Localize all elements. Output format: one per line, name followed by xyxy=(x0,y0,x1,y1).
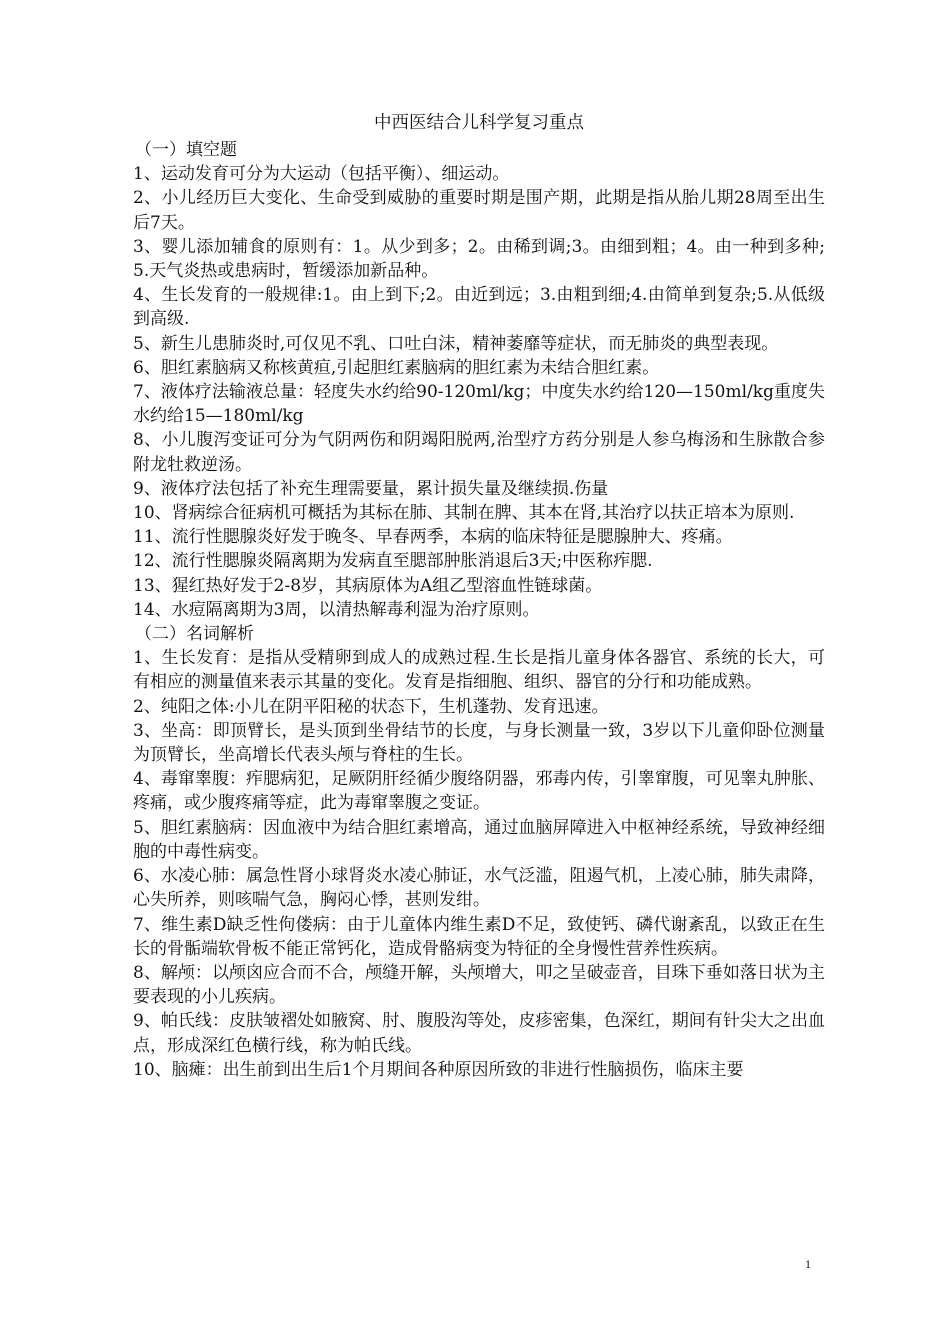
section-term-definitions xyxy=(133,622,825,1082)
document-title: 中西医结合儿科学复习重点 xyxy=(374,113,584,133)
list-item: 8、解颅：以颅囟应合而不合，颅缝开解，头颅增大，叩之呈破壶音，目珠下垂如落日状为主要表现的小儿疾病。 xyxy=(133,962,825,1008)
list-item: 2、小儿经历巨大变化、生命受到威胁的重要时期是围产期，此期是指从胎儿期28周至出生后7天。 xyxy=(133,188,825,233)
list-item: 1、生长发育：是指从受精卵到成人的成熟过程.生长是指儿童身体各器官、系统的长大，可有相应的测量值来表示其量的变化。发育是指细胞、组织、器官的分行和功能成熟。 xyxy=(133,648,825,693)
list-item: 9、帕氏线：皮肤皱褶处如腋窝、肘、腹股沟等处，皮疹密集，色深红，期间有针尖大之出血点，形成深红色横行线，称为帕氏线。 xyxy=(133,1011,825,1056)
list-item: 4、毒窜睾腹：痄腮病犯，足厥阴肝经循少腹络阴器，邪毒内传，引睾窜腹，可见睾丸肿胀、疼痛，或少腹疼痛等症，此为毒窜睾腹之变证。 xyxy=(133,769,825,814)
list-item: 7、液体疗法输液总量：轻度失水约给90-120ml/kg；中度失水约给120—150ml/kg重度失水约给15—180ml/kg xyxy=(133,382,825,427)
list-item: 13、猩红热好发于2-8岁，其病原体为A组乙型溶血性链球菌。 xyxy=(133,575,603,596)
list-item: 10、脑瘫：出生前到出生后1个月期间各种原因所致的非进行性脑损伤，临床主要 xyxy=(133,1059,744,1080)
list-item: 14、水痘隔离期为3周，以清热解毒利湿为治疗原则。 xyxy=(133,599,540,620)
list-item: 2、纯阳之体:小儿在阴平阳秘的状态下，生机蓬勃、发育迅速。 xyxy=(133,696,609,717)
list-item: 12、流行性腮腺炎隔离期为发病直至腮部肿胀消退后3天;中医称痄腮. xyxy=(133,551,653,572)
section-heading: （一）填空题 xyxy=(135,140,237,160)
list-item: 6、水凌心肺：属急性肾小球肾炎水凌心肺证，水气泛滥，阻遏气机，上凌心肺，肺失肃降，心失所养，则咳喘气急，胸闷心悸，甚则发绀。 xyxy=(133,866,825,911)
list-item: 5、新生儿患肺炎时,可仅见不乳、口吐白沫，精神萎靡等症状，而无肺炎的典型表现。 xyxy=(133,333,779,354)
list-item: 7、维生素D缺乏性佝偻病：由于儿童体内维生素D不足，致使钙、磷代谢紊乱，以致正在生长的骨骺端软骨板不能正常钙化，造成骨骼病变为特征的全身慢性营养性疾病。 xyxy=(133,914,825,959)
list-item: 4、生长发育的一般规律:1。由上到下;2。由近到远；3.由粗到细;4.由简单到复杂;5.从低级到高级. xyxy=(133,285,825,330)
list-item: 11、流行性腮腺炎好发于晚冬、早春两季，本病的临床特征是腮腺肿大、疼痛。 xyxy=(133,527,733,548)
section-heading: （二）名词解析 xyxy=(135,624,254,645)
page-number: 1 xyxy=(805,1257,811,1271)
section-fill-in-blanks xyxy=(133,138,825,622)
list-item: 3、坐高：即顶臂长，是头顶到坐骨结节的长度，与身长测量一致，3岁以下儿童仰卧位测量为顶臂长，坐高增长代表头颅与脊柱的生长。 xyxy=(133,720,825,766)
list-item: 1、运动发育可分为大运动（包括平衡）、细运动。 xyxy=(133,164,510,185)
list-item: 3、婴儿添加辅食的原则有：1。从少到多；2。由稀到调;3。由细到粗；4。由一种到多种;5.天气炎热或患病时，暂缓添加新品种。 xyxy=(133,236,825,282)
list-item: 10、肾病综合征病机可概括为其标在肺、其制在脾、其本在肾,其治疗以扶正培本为原则. xyxy=(133,503,795,524)
list-item: 8、小儿腹泻变证可分为气阴两伤和阴竭阳脱两,治型疗方药分别是人参乌梅汤和生脉散合参附龙牡救逆汤。 xyxy=(133,430,825,475)
list-item: 5、胆红素脑病：因血液中为结合胆红素增高，通过血脑屏障进入中枢神经系统，导致神经细胞的中毒性病变。 xyxy=(133,817,825,862)
list-item: 9、液体疗法包括了补充生理需要量，累计损失量及继续损.伤量 xyxy=(133,478,609,499)
document-content xyxy=(133,110,825,1082)
list-item: 6、胆红素脑病又称核黄疸,引起胆红素脑病的胆红素为未结合胆红素。 xyxy=(133,357,660,378)
